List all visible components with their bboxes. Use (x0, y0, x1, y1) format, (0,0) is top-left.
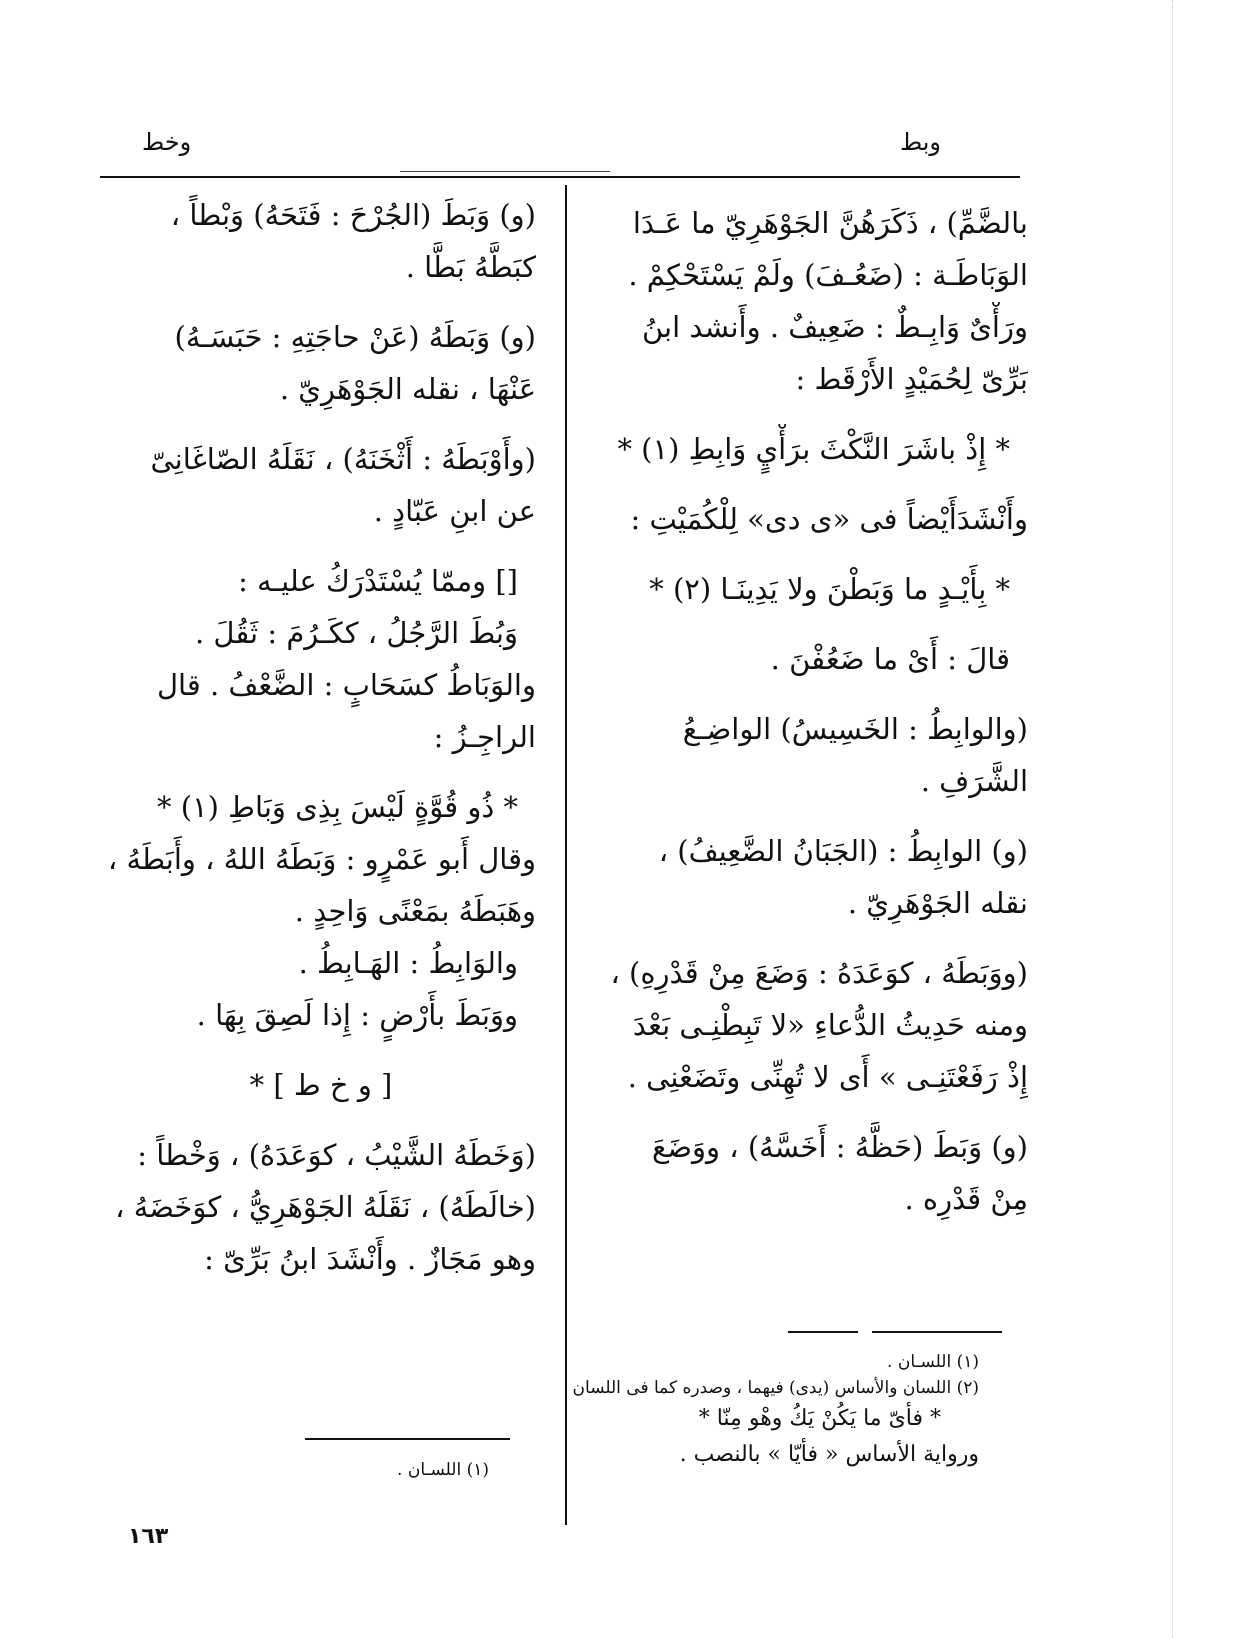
text-line: بَرِّىّ لِحُمَيْدٍ الأَرْقَط : (795, 362, 1028, 396)
footnote: (١) اللسـان . (887, 1352, 979, 1372)
text-line: نقله الجَوْهَرِيّ . (847, 886, 1028, 920)
text-line: وهَبَطَهُ بمَعْنًى وَاحِدٍ . (294, 894, 536, 928)
running-head-right: وبط (899, 128, 941, 156)
entry-heading: [ و خ ط ] * (249, 1068, 393, 1102)
text-line: وهو مَجَازٌ . وأَنْشَدَ ابنُ بَرِّىّ : (204, 1242, 536, 1276)
text-line: وَبُطَ الرَّجُلُ ، ككَـرُمَ : ثَقُلَ . (194, 616, 518, 650)
header-rule (100, 176, 1020, 178)
right-column (598, 198, 1028, 1226)
text-line: مِنْ قَدْرِه . (904, 1182, 1028, 1216)
text-line: ووَبَطَ بأَرْضٍ : إِذا لَصِقَ بِهَا . (196, 998, 518, 1032)
footnote-verse: * فأىّ ما يَكُنْ يَكُ وهْو مِنّا * (698, 1406, 941, 1431)
text-line: إِذْ رَفَعْتَنِـى » أَى لا تُهِنِّى وتَضَعْنِى . (627, 1060, 1028, 1094)
footnote-rule (872, 1331, 1002, 1333)
text-line: (وَخَطَهُ الشَّيْبُ ، كوَعَدَهُ) ، وَخْطاً : (137, 1138, 536, 1172)
text-line: الشَّرَفِ . (920, 764, 1028, 798)
text-line: (و) الوابِطُ : (الجَبَانُ الضَّعِيفُ) ، (658, 834, 1028, 868)
text-line: (و) وَبَطَ (الجُرْحَ : فَتَحَهُ) وَبْطاً ، (170, 198, 536, 232)
footnote: (٢) اللسان والأساس (يدى) فيهما ، وصدره كما فى اللسان (572, 1378, 979, 1398)
verse-line: * إِذْ باشَرَ النَّكْثَ برَأْيٍ وَابِطِ (١) * (617, 432, 1010, 466)
text-line: وقال أَبو عَمْرٍو : وَبَطَهُ اللهُ ، وأَبَطَهُ ، (107, 842, 536, 876)
left-column (106, 190, 536, 1286)
column-divider (565, 185, 567, 1525)
header-thin-rule (400, 171, 610, 172)
text-line: (و) وَبَطَ (حَظَّهُ : أَخَسَّهُ) ، ووَضَعَ (651, 1130, 1028, 1164)
text-line: (و) وَبَطَهُ (عَنْ حاجَتِهِ : حَبَسَـهُ) (174, 320, 536, 354)
running-head-left: وخط (142, 128, 192, 156)
text-line: الوَبَاطَـة : (ضَعُـفَ) ولَمْ يَسْتَحْكِمْ . (628, 258, 1028, 292)
text-line: ومنه حَدِيثُ الدُّعاءِ «لا تَبِطْنِـى بَعْدَ (632, 1008, 1028, 1042)
page-number: ١٦٣ (128, 1524, 169, 1549)
footnote: (١) اللسـان . (397, 1460, 489, 1480)
text-line: كبَطَّهُ بَطًّا . (405, 250, 536, 284)
text-line: (وأَوْبَطَهُ : أَثْخَنَهُ) ، نَقَلَهُ الصّاغَانِىّ (150, 442, 536, 476)
text-line: والوَابِطُ : الهَـابِطُ . (298, 946, 518, 980)
text-line: عَنْهَا ، نقله الجَوْهَرِيّ . (279, 372, 536, 406)
margin-edge (1172, 0, 1181, 1638)
footnote: ورواية الأساس « فأيّا » بالنصب . (679, 1442, 979, 1467)
text-line: والوَبَاطُ كسَحَابٍ : الضَّعْفُ . قال (156, 668, 536, 702)
text-line: عن ابنِ عَبّادٍ . (373, 494, 536, 528)
verse-line: * ذُو قُوَّةٍ لَيْسَ بِذِى وَبَاطِ (١) * (157, 790, 518, 824)
text-line: ورَأْىٌ وَابِـطٌ : ضَعِيفٌ . وأَنشد ابنُ (641, 310, 1028, 344)
text-line: وأَنْشَدَأَيْضاً فى «ى دى» لِلْكُمَيْتِ : (630, 502, 1028, 536)
text-line: [] وممّا يُسْتَدْرَكُ عليـه : (238, 564, 518, 598)
text-line: (خالَطَهُ) ، نَقَلَهُ الجَوْهَرِيُّ ، كوَخَضَهُ ، (115, 1190, 536, 1224)
text-line: (والوابِطُ : الخَسِيسُ) الواضِـعُ (682, 712, 1028, 746)
text-line: الراجِـزُ : (433, 720, 536, 754)
text-line: قالَ : أَىْ ما ضَعُفْنَ . (770, 642, 1010, 676)
text-line: بالضَّمِّ) ، ذَكَرَهُنَّ الجَوْهَرِيّ ما عَـدَا (632, 206, 1028, 240)
verse-line: * بِأَيْـدٍ ما وَبَطْنَ ولا يَدِينَـا (٢) * (649, 572, 1010, 606)
footnote-rule (305, 1438, 510, 1440)
footnote-rule (788, 1331, 858, 1333)
text-line: (ووَبَطَهُ ، كوَعَدَهُ : وَضَعَ مِنْ قَدْرِهِ) ، (610, 956, 1028, 990)
